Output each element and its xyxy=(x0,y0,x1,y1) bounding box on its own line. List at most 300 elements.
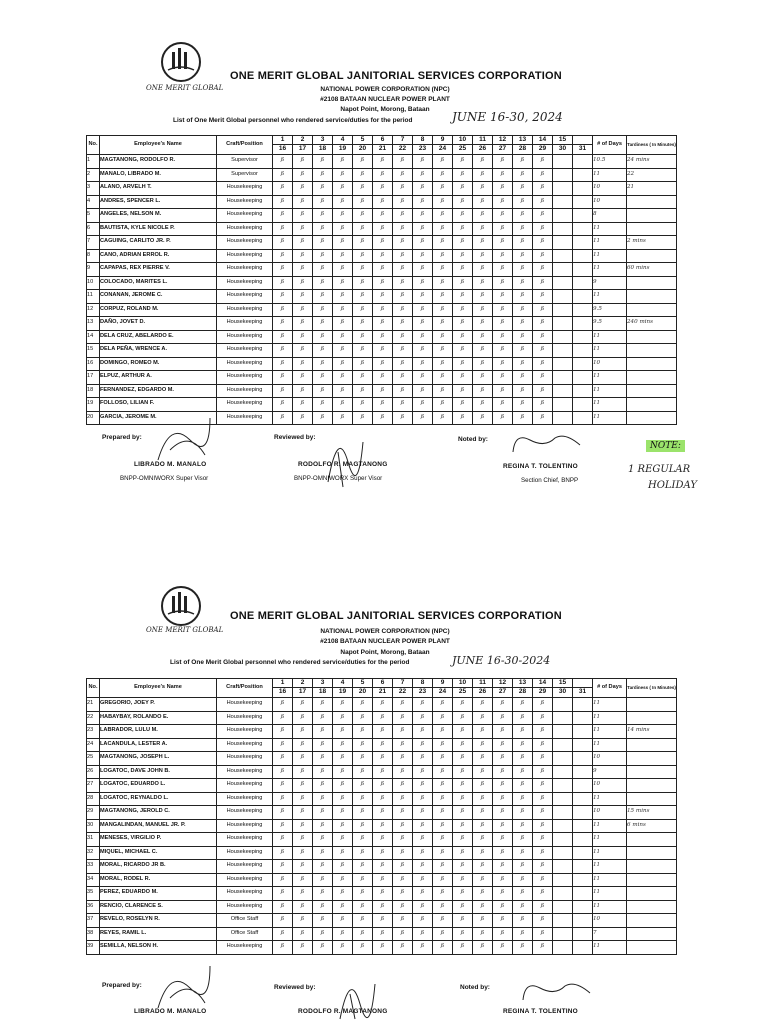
tardiness-value xyxy=(627,779,677,793)
tardiness-value xyxy=(627,209,677,223)
attendance-mark: ß xyxy=(473,711,493,725)
attendance-mark: ß xyxy=(273,195,293,209)
attendance-mark: ß xyxy=(473,779,493,793)
attendance-mark: ß xyxy=(413,738,433,752)
attendance-mark: ß xyxy=(533,344,553,358)
period-label: List of One Merit Global personnel who rendered service/duties for the period xyxy=(173,117,413,124)
attendance-mark: ß xyxy=(353,155,373,169)
day-bottom: 31 xyxy=(573,688,593,698)
attendance-mark: ß xyxy=(373,819,393,833)
craft-position: Supervisor xyxy=(217,168,273,182)
attendance-mark: ß xyxy=(433,711,453,725)
days-count: 11 xyxy=(593,819,627,833)
craft-position: Housekeeping xyxy=(217,725,273,739)
employee-name: DOMINGO, ROMEO M. xyxy=(100,357,217,371)
employee-name: MENESES, VIRGILIO P. xyxy=(100,833,217,847)
attendance-mark: ß xyxy=(353,303,373,317)
attendance-mark: ß xyxy=(373,330,393,344)
tardiness-value xyxy=(627,344,677,358)
attendance-mark xyxy=(573,725,593,739)
day-top: 6 xyxy=(373,136,393,145)
row-number: 24 xyxy=(87,738,100,752)
attendance-mark xyxy=(573,303,593,317)
attendance-mark: ß xyxy=(313,303,333,317)
row-number: 14 xyxy=(87,330,100,344)
attendance-mark: ß xyxy=(353,792,373,806)
attendance-mark: ß xyxy=(453,725,473,739)
days-count: 11 xyxy=(593,384,627,398)
attendance-mark: ß xyxy=(353,411,373,425)
attendance-mark: ß xyxy=(433,195,453,209)
attendance-mark: ß xyxy=(273,249,293,263)
attendance-mark xyxy=(553,725,573,739)
table-row xyxy=(87,398,677,412)
attendance-mark: ß xyxy=(473,290,493,304)
attendance-mark: ß xyxy=(513,873,533,887)
attendance-sheet-page-2 xyxy=(0,512,768,1024)
reviewed-name: RODOLFO R. MAGTANONG xyxy=(298,1008,388,1015)
reviewed-title: BNPP-OMNIWORX Super Visor xyxy=(294,475,383,482)
employee-name: SEMILLA, NELSON H. xyxy=(100,941,217,955)
attendance-mark: ß xyxy=(473,914,493,928)
attendance-mark xyxy=(553,249,573,263)
row-number: 18 xyxy=(87,384,100,398)
attendance-mark xyxy=(553,182,573,196)
attendance-mark: ß xyxy=(333,357,353,371)
attendance-mark xyxy=(553,384,573,398)
craft-position: Housekeeping xyxy=(217,752,273,766)
day-top: 2 xyxy=(293,679,313,688)
days-count: 10 xyxy=(593,357,627,371)
attendance-mark: ß xyxy=(353,384,373,398)
attendance-mark: ß xyxy=(493,941,513,955)
employee-name: ALANO, ARVELH T. xyxy=(100,182,217,196)
tardiness-value xyxy=(627,941,677,955)
attendance-mark: ß xyxy=(533,833,553,847)
attendance-mark: ß xyxy=(373,398,393,412)
attendance-mark: ß xyxy=(433,914,453,928)
days-count: 11 xyxy=(593,168,627,182)
table-row xyxy=(87,927,677,941)
attendance-mark: ß xyxy=(293,941,313,955)
attendance-mark: ß xyxy=(353,290,373,304)
site-address: Napot Point, Morong, Bataan xyxy=(340,649,430,656)
tardiness-value xyxy=(627,222,677,236)
table-row xyxy=(87,222,677,236)
attendance-mark: ß xyxy=(333,155,353,169)
note-text-line2: HOLIDAY xyxy=(648,480,697,491)
employee-name: REYES, RAMIL L. xyxy=(100,927,217,941)
day-bottom: 17 xyxy=(293,688,313,698)
attendance-mark: ß xyxy=(493,887,513,901)
attendance-mark: ß xyxy=(533,182,553,196)
day-top: 9 xyxy=(433,136,453,145)
site-name: #2108 BATAAN NUCLEAR POWER PLANT xyxy=(320,638,450,645)
attendance-mark: ß xyxy=(393,900,413,914)
attendance-mark: ß xyxy=(473,873,493,887)
tardiness-value xyxy=(627,330,677,344)
attendance-mark: ß xyxy=(413,873,433,887)
craft-position: Housekeeping xyxy=(217,236,273,250)
attendance-mark xyxy=(553,819,573,833)
attendance-mark: ß xyxy=(453,236,473,250)
attendance-mark xyxy=(573,236,593,250)
attendance-mark: ß xyxy=(273,303,293,317)
attendance-mark: ß xyxy=(533,222,553,236)
attendance-mark: ß xyxy=(353,725,373,739)
attendance-mark xyxy=(553,860,573,874)
tardiness-value xyxy=(627,384,677,398)
tardiness-value xyxy=(627,900,677,914)
attendance-mark: ß xyxy=(273,833,293,847)
attendance-mark: ß xyxy=(453,806,473,820)
attendance-mark: ß xyxy=(393,914,413,928)
attendance-mark: ß xyxy=(513,371,533,385)
attendance-mark: ß xyxy=(393,711,413,725)
attendance-mark xyxy=(573,398,593,412)
attendance-mark: ß xyxy=(473,887,493,901)
craft-position: Housekeeping xyxy=(217,792,273,806)
attendance-mark: ß xyxy=(353,222,373,236)
tardiness-value: 60 mins xyxy=(627,263,677,277)
attendance-mark: ß xyxy=(373,698,393,712)
row-number: 39 xyxy=(87,941,100,955)
attendance-mark xyxy=(573,182,593,196)
attendance-mark xyxy=(553,357,573,371)
attendance-mark: ß xyxy=(273,941,293,955)
attendance-mark xyxy=(553,411,573,425)
row-number: 22 xyxy=(87,711,100,725)
day-top: 12 xyxy=(493,679,513,688)
attendance-mark: ß xyxy=(393,290,413,304)
tardiness-value xyxy=(627,887,677,901)
attendance-mark: ß xyxy=(393,155,413,169)
attendance-mark xyxy=(553,398,573,412)
attendance-mark: ß xyxy=(453,765,473,779)
attendance-mark: ß xyxy=(273,155,293,169)
days-count: 11 xyxy=(593,371,627,385)
attendance-mark xyxy=(573,941,593,955)
days-count: 11 xyxy=(593,330,627,344)
attendance-mark xyxy=(553,765,573,779)
attendance-mark: ß xyxy=(533,371,553,385)
row-number: 32 xyxy=(87,846,100,860)
employee-name: HABAYBAY, ROLANDO E. xyxy=(100,711,217,725)
row-number: 35 xyxy=(87,887,100,901)
employee-name: DAÑO, JOVET D. xyxy=(100,317,217,331)
attendance-mark: ß xyxy=(353,900,373,914)
attendance-mark: ß xyxy=(313,752,333,766)
days-count: 11 xyxy=(593,398,627,412)
client-name: NATIONAL POWER CORPORATION (NPC) xyxy=(320,86,450,93)
employee-name: GARCIA, JEROME M. xyxy=(100,411,217,425)
days-count: 10 xyxy=(593,182,627,196)
day-bottom: 22 xyxy=(393,145,413,155)
attendance-mark: ß xyxy=(453,276,473,290)
row-number: 20 xyxy=(87,411,100,425)
attendance-mark xyxy=(553,317,573,331)
attendance-mark xyxy=(573,900,593,914)
days-count: 11 xyxy=(593,698,627,712)
attendance-mark: ß xyxy=(473,411,493,425)
day-top: 3 xyxy=(313,136,333,145)
attendance-mark: ß xyxy=(473,357,493,371)
row-number: 12 xyxy=(87,303,100,317)
attendance-mark: ß xyxy=(513,914,533,928)
attendance-mark: ß xyxy=(353,344,373,358)
attendance-mark: ß xyxy=(433,222,453,236)
day-top: 4 xyxy=(333,679,353,688)
attendance-mark: ß xyxy=(433,317,453,331)
days-count: 11 xyxy=(593,846,627,860)
tardiness-value xyxy=(627,792,677,806)
attendance-mark: ß xyxy=(453,209,473,223)
attendance-mark: ß xyxy=(493,806,513,820)
attendance-mark: ß xyxy=(353,846,373,860)
attendance-mark: ß xyxy=(453,155,473,169)
attendance-mark xyxy=(573,873,593,887)
attendance-mark: ß xyxy=(373,155,393,169)
attendance-mark: ß xyxy=(433,357,453,371)
tardiness-value xyxy=(627,371,677,385)
attendance-mark xyxy=(573,371,593,385)
attendance-mark: ß xyxy=(513,846,533,860)
employee-name: MANALO, LIBRADO M. xyxy=(100,168,217,182)
attendance-mark: ß xyxy=(533,155,553,169)
row-number: 21 xyxy=(87,698,100,712)
attendance-mark: ß xyxy=(273,873,293,887)
attendance-mark: ß xyxy=(433,168,453,182)
attendance-mark xyxy=(553,752,573,766)
attendance-mark: ß xyxy=(413,927,433,941)
attendance-mark: ß xyxy=(393,698,413,712)
attendance-mark: ß xyxy=(373,303,393,317)
attendance-mark: ß xyxy=(433,290,453,304)
attendance-mark: ß xyxy=(473,303,493,317)
row-number: 30 xyxy=(87,819,100,833)
attendance-mark: ß xyxy=(513,698,533,712)
attendance-mark xyxy=(553,846,573,860)
period-label: List of One Merit Global personnel who rendered service/duties for the period xyxy=(170,659,410,666)
attendance-mark: ß xyxy=(473,941,493,955)
attendance-mark: ß xyxy=(353,209,373,223)
attendance-mark: ß xyxy=(473,182,493,196)
attendance-mark: ß xyxy=(533,290,553,304)
attendance-mark: ß xyxy=(533,236,553,250)
attendance-mark xyxy=(573,357,593,371)
attendance-mark: ß xyxy=(273,914,293,928)
attendance-mark: ß xyxy=(333,914,353,928)
day-bottom: 19 xyxy=(333,145,353,155)
craft-position: Housekeeping xyxy=(217,344,273,358)
attendance-mark: ß xyxy=(533,765,553,779)
attendance-mark: ß xyxy=(353,182,373,196)
site-name: #2108 BATAAN NUCLEAR POWER PLANT xyxy=(320,96,450,103)
attendance-mark: ß xyxy=(533,914,553,928)
attendance-mark: ß xyxy=(333,371,353,385)
employee-name: ELPUZ, ARTHUR A. xyxy=(100,371,217,385)
attendance-mark: ß xyxy=(453,303,473,317)
attendance-mark: ß xyxy=(473,725,493,739)
table-row xyxy=(87,276,677,290)
attendance-mark: ß xyxy=(373,846,393,860)
note-text-line1: 1 REGULAR xyxy=(628,464,691,475)
attendance-mark: ß xyxy=(413,398,433,412)
attendance-mark: ß xyxy=(313,357,333,371)
attendance-mark: ß xyxy=(333,276,353,290)
attendance-mark: ß xyxy=(373,195,393,209)
attendance-mark: ß xyxy=(413,914,433,928)
attendance-mark xyxy=(573,752,593,766)
table-row xyxy=(87,752,677,766)
attendance-mark: ß xyxy=(373,290,393,304)
attendance-mark: ß xyxy=(533,698,553,712)
attendance-mark: ß xyxy=(433,249,453,263)
attendance-mark: ß xyxy=(293,371,313,385)
attendance-mark: ß xyxy=(333,222,353,236)
table-row xyxy=(87,155,677,169)
tardiness-value xyxy=(627,833,677,847)
day-bottom: 18 xyxy=(313,688,333,698)
day-top: 5 xyxy=(353,679,373,688)
attendance-mark: ß xyxy=(513,398,533,412)
attendance-mark: ß xyxy=(413,371,433,385)
attendance-mark: ß xyxy=(393,384,413,398)
attendance-mark xyxy=(573,222,593,236)
attendance-mark xyxy=(553,276,573,290)
attendance-mark: ß xyxy=(473,317,493,331)
attendance-mark xyxy=(573,411,593,425)
tardiness-value xyxy=(627,276,677,290)
attendance-mark: ß xyxy=(453,168,473,182)
attendance-table xyxy=(86,678,677,955)
attendance-mark: ß xyxy=(473,195,493,209)
attendance-mark: ß xyxy=(513,303,533,317)
attendance-mark: ß xyxy=(513,752,533,766)
attendance-mark xyxy=(573,806,593,820)
attendance-mark: ß xyxy=(493,833,513,847)
tardiness-value xyxy=(627,765,677,779)
attendance-mark: ß xyxy=(333,330,353,344)
attendance-mark xyxy=(553,222,573,236)
attendance-mark: ß xyxy=(413,752,433,766)
day-bottom: 16 xyxy=(273,688,293,698)
table-row xyxy=(87,860,677,874)
attendance-mark: ß xyxy=(473,698,493,712)
attendance-mark: ß xyxy=(513,411,533,425)
attendance-mark: ß xyxy=(453,263,473,277)
table-row xyxy=(87,317,677,331)
attendance-mark: ß xyxy=(273,698,293,712)
day-bottom: 21 xyxy=(373,145,393,155)
attendance-mark: ß xyxy=(313,411,333,425)
attendance-mark: ß xyxy=(273,927,293,941)
attendance-mark: ß xyxy=(373,209,393,223)
attendance-mark: ß xyxy=(313,927,333,941)
attendance-mark: ß xyxy=(393,792,413,806)
table-row xyxy=(87,738,677,752)
day-top: 1 xyxy=(273,679,293,688)
day-bottom: 25 xyxy=(453,688,473,698)
attendance-mark: ß xyxy=(493,357,513,371)
attendance-mark: ß xyxy=(393,236,413,250)
attendance-mark: ß xyxy=(393,752,413,766)
day-bottom: 18 xyxy=(313,145,333,155)
employee-name: CAPAPAS, REX PIERRE V. xyxy=(100,263,217,277)
attendance-mark: ß xyxy=(273,357,293,371)
attendance-mark: ß xyxy=(293,792,313,806)
employee-name: CAGUING, CARLITO JR. P. xyxy=(100,236,217,250)
header-no: No. xyxy=(87,136,100,155)
attendance-mark xyxy=(573,887,593,901)
attendance-mark: ß xyxy=(533,846,553,860)
attendance-mark: ß xyxy=(413,711,433,725)
attendance-mark: ß xyxy=(293,168,313,182)
attendance-mark: ß xyxy=(393,411,413,425)
attendance-mark xyxy=(573,819,593,833)
day-top: 7 xyxy=(393,136,413,145)
tardiness-value: 14 mins xyxy=(627,725,677,739)
attendance-mark: ß xyxy=(333,738,353,752)
tardiness-value xyxy=(627,914,677,928)
attendance-mark: ß xyxy=(393,725,413,739)
attendance-mark: ß xyxy=(433,752,453,766)
day-top: 2 xyxy=(293,136,313,145)
attendance-mark: ß xyxy=(313,330,333,344)
attendance-mark xyxy=(573,317,593,331)
attendance-mark: ß xyxy=(493,195,513,209)
attendance-mark: ß xyxy=(473,236,493,250)
attendance-mark xyxy=(573,738,593,752)
row-number: 10 xyxy=(87,276,100,290)
attendance-mark: ß xyxy=(313,725,333,739)
attendance-mark: ß xyxy=(373,371,393,385)
day-bottom: 17 xyxy=(293,145,313,155)
craft-position: Office Staff xyxy=(217,914,273,928)
attendance-mark: ß xyxy=(333,927,353,941)
day-top: 10 xyxy=(453,136,473,145)
attendance-mark: ß xyxy=(493,711,513,725)
attendance-mark xyxy=(573,290,593,304)
attendance-mark: ß xyxy=(273,819,293,833)
day-bottom: 28 xyxy=(513,145,533,155)
attendance-mark: ß xyxy=(293,846,313,860)
header-no: No. xyxy=(87,679,100,698)
attendance-mark: ß xyxy=(533,711,553,725)
day-bottom: 30 xyxy=(553,688,573,698)
craft-position: Housekeeping xyxy=(217,860,273,874)
attendance-mark: ß xyxy=(293,317,313,331)
table-row xyxy=(87,303,677,317)
days-count: 9.5 xyxy=(593,317,627,331)
days-count: 11 xyxy=(593,222,627,236)
attendance-mark: ß xyxy=(413,411,433,425)
employee-name: LOGATOC, REYNALDO L. xyxy=(100,792,217,806)
attendance-mark: ß xyxy=(313,779,333,793)
craft-position: Housekeeping xyxy=(217,303,273,317)
attendance-mark: ß xyxy=(453,819,473,833)
days-count: 11 xyxy=(593,887,627,901)
attendance-mark: ß xyxy=(353,752,373,766)
days-count: 11 xyxy=(593,833,627,847)
attendance-mark: ß xyxy=(533,384,553,398)
attendance-mark: ß xyxy=(273,779,293,793)
attendance-mark: ß xyxy=(413,792,433,806)
attendance-mark: ß xyxy=(533,941,553,955)
attendance-mark: ß xyxy=(413,263,433,277)
attendance-mark: ß xyxy=(473,833,493,847)
attendance-mark: ß xyxy=(433,398,453,412)
